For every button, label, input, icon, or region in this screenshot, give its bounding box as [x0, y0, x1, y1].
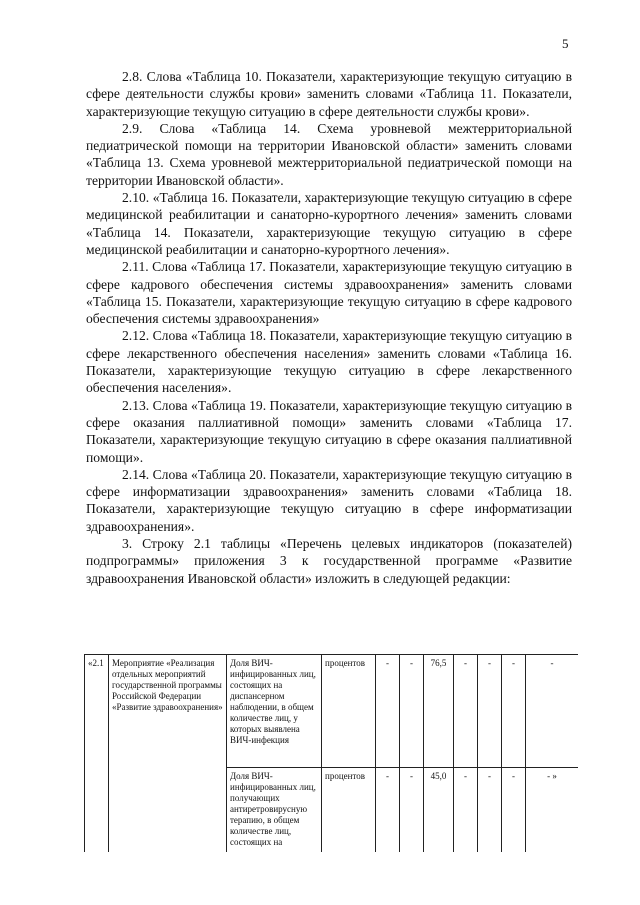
indicators-table	[84, 654, 578, 852]
indicators-table-fragment	[84, 654, 578, 852]
indicator-cell: Доля ВИЧ-инфицированных лиц, получающих антиретровирусную терапию, в общем количестве лиц, состоящих на	[227, 768, 322, 853]
value-cell: 76,5	[424, 655, 454, 768]
value-cell: -	[376, 655, 400, 768]
document-body	[86, 68, 572, 587]
indicator-cell: Доля ВИЧ-инфицированных лиц, состоящих на диспансерном наблюдении, в общем количестве лиц, у которых выявлена ВИЧ-инфекция	[227, 655, 322, 768]
value-cell: -	[526, 655, 579, 768]
paragraph-2-10: 2.10. «Таблица 16. Показатели, характеризующие текущую ситуацию в сфере медицинской реабилитации и санаторно-курортного лечения» заменить словами «Таблица 14. Показатели, характеризующие текущую ситуацию в сфере медицинской реабилитации и санаторно-курортного лечения».	[86, 190, 572, 257]
value-cell: -	[502, 655, 526, 768]
value-cell: 45,0	[424, 768, 454, 853]
paragraph-2-12: 2.12. Слова «Таблица 18. Показатели, характеризующие текущую ситуацию в сфере лекарственного обеспечения населения» заменить словами «Таблица 16. Показатели, характеризующие текущую ситуацию в сфере лекарственного обеспечения населения».	[86, 328, 572, 396]
paragraph-2-8: 2.8. Слова «Таблица 10. Показатели, характеризующие текущую ситуацию в сфере деятельности службы крови» заменить словами «Таблица 11. Показатели, характеризующие текущую ситуацию в сфере деятельности службы крови».	[86, 69, 572, 119]
value-cell: - »	[526, 768, 579, 853]
paragraph-2-11: 2.11. Слова «Таблица 17. Показатели, характеризующие текущую ситуацию в сфере кадрового обеспечения системы здравоохранения» заменить словами «Таблица 15. Показатели, характеризующие текущую ситуацию в сфере кадрового обеспечения системы здравоохранения»	[86, 259, 572, 327]
unit-cell: процентов	[322, 655, 376, 768]
table-row	[85, 655, 579, 768]
value-cell: -	[376, 768, 400, 853]
paragraph-3: 3. Строку 2.1 таблицы «Перечень целевых индикаторов (показателей) подпрограммы» приложения 3 к государственной программе «Развитие здравоохранения Ивановской области» изложить в следующей редакции:	[86, 536, 572, 586]
paragraph-2-13: 2.13. Слова «Таблица 19. Показатели, характеризующие текущую ситуацию в сфере оказания паллиативной помощи» заменить словами «Таблица 17. Показатели, характеризующие текущую ситуацию в сфере оказания паллиативной помощи».	[86, 397, 572, 465]
value-cell: -	[478, 655, 502, 768]
measure-cell: Мероприятие «Реализация отдельных мероприятий государственной программы Российской Федерации «Развитие здравоохранения»	[109, 655, 227, 853]
paragraph-2-9: 2.9. Слова «Таблица 14. Схема уровневой межтерриториальной педиатрической помощи на территории Ивановской области» заменить словами «Таблица 13. Схема уровневой межтерриториальной педиатрической помощи на территории Ивановской области».	[86, 120, 572, 188]
page-number: 5	[562, 36, 569, 51]
paragraph-2-14: 2.14. Слова «Таблица 20. Показатели, характеризующие текущую ситуацию в сфере информатизации здравоохранения» заменить словами «Таблица 18. Показатели, характеризующие текущую ситуацию в сфере информатизации здравоохранения».	[86, 466, 572, 534]
value-cell: -	[454, 768, 478, 853]
value-cell: -	[502, 768, 526, 853]
value-cell: -	[400, 655, 424, 768]
row-number-cell: «2.1	[85, 655, 109, 853]
value-cell: -	[478, 768, 502, 853]
unit-cell: процентов	[322, 768, 376, 853]
value-cell: -	[454, 655, 478, 768]
value-cell: -	[400, 768, 424, 853]
